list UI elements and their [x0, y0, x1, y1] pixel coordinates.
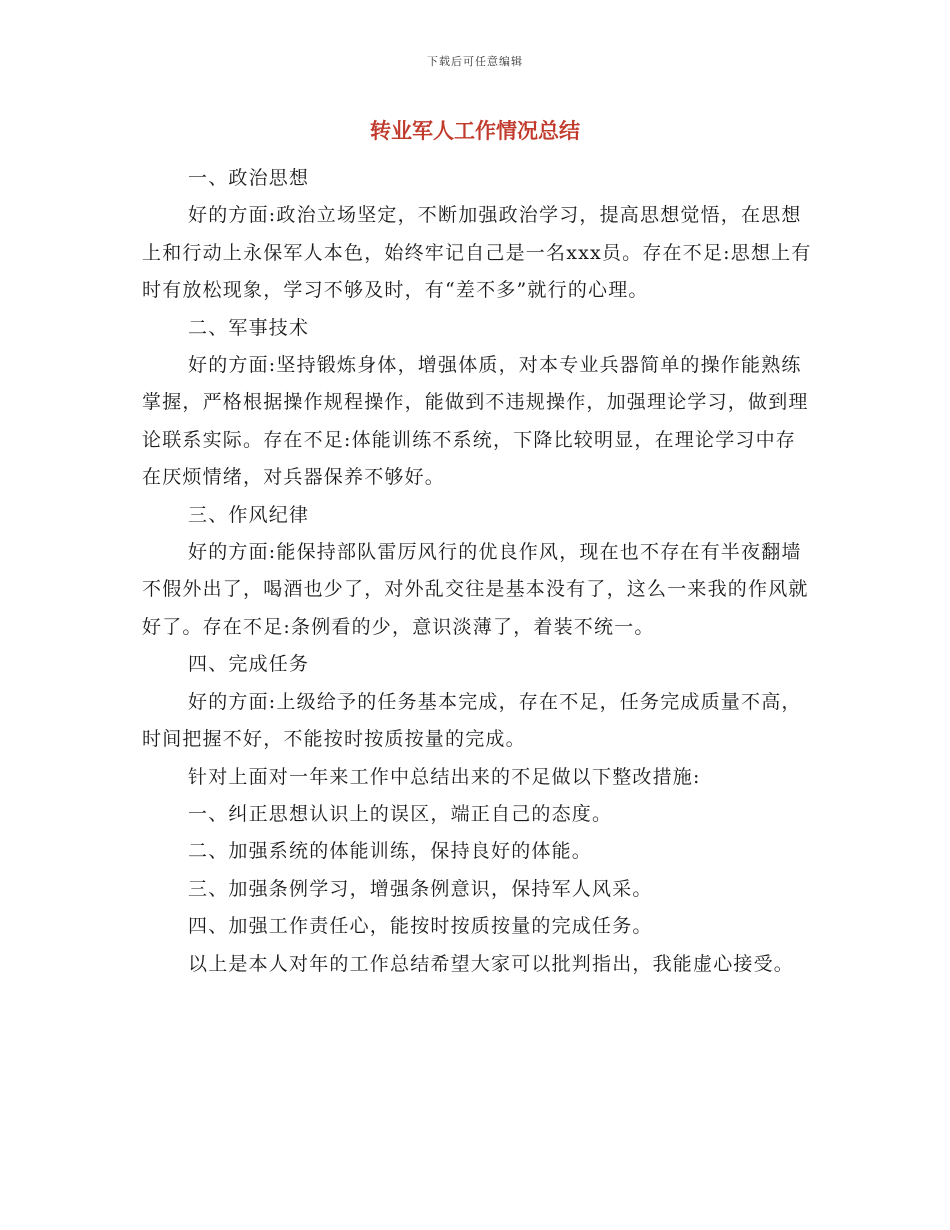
- measure-item: 三、加强条例学习，增强条例意识，保持军人风采。: [188, 877, 653, 900]
- paragraph-closing: 以上是本人对年的工作总结希望大家可以批判指出，我能虚心接受。: [188, 952, 795, 975]
- measure-item: 一、纠正思想认识上的误区，端正自己的态度。: [188, 802, 613, 825]
- paragraph-tasks: 好的方面:上级给予的任务基本完成，存在不足，任务完成质量不高，时间把握不好，不能按时按质按量的完成。: [142, 690, 802, 751]
- document-body: [142, 160, 812, 983]
- paragraph-military-skills: 好的方面:坚持锻炼身体，增强体质，对本专业兵器简单的操作能熟练掌握，严格根据操作规程操作，能做到不违规操作，加强理论学习，做到理论联系实际。存在不足:体能训练不系统，下降比较明显，在理论学习中存在厌烦情绪，对兵器保养不够好。: [142, 354, 809, 489]
- section-heading-tasks: 四、完成任务: [188, 653, 310, 676]
- measure-item: 四、加强工作责任心，能按时按质按量的完成任务。: [188, 915, 653, 938]
- paragraph-discipline: 好的方面:能保持部队雷厉风行的优良作风，现在也不存在有半夜翻墙不假外出了，喝酒也少了，对外乱交往是基本没有了，这么一来我的作风就好了。存在不足:条例看的少，意识淡薄了，着装不统一。: [142, 541, 809, 638]
- paragraph-measures-intro: 针对上面对一年来工作中总结出来的不足做以下整改措施:: [188, 765, 701, 788]
- section-heading-politics: 一、政治思想: [188, 167, 310, 189]
- paragraph-politics: 好的方面:政治立场坚定，不断加强政治学习，提高思想觉悟，在思想上和行动上永保军人本色，始终牢记自己是一名xxx员。存在不足:思想上有时有放松现象，学习不够及时，有“差不多”就行的心理。: [142, 204, 812, 302]
- document-title: 转业军人工作情况总结: [370, 119, 580, 143]
- header-note: 下载后可任意编辑: [427, 55, 523, 68]
- section-heading-military-skills: 二、军事技术: [188, 316, 310, 339]
- measure-item: 二、加强系统的体能训练，保持良好的体能。: [188, 840, 593, 863]
- section-heading-discipline: 三、作风纪律: [188, 503, 310, 526]
